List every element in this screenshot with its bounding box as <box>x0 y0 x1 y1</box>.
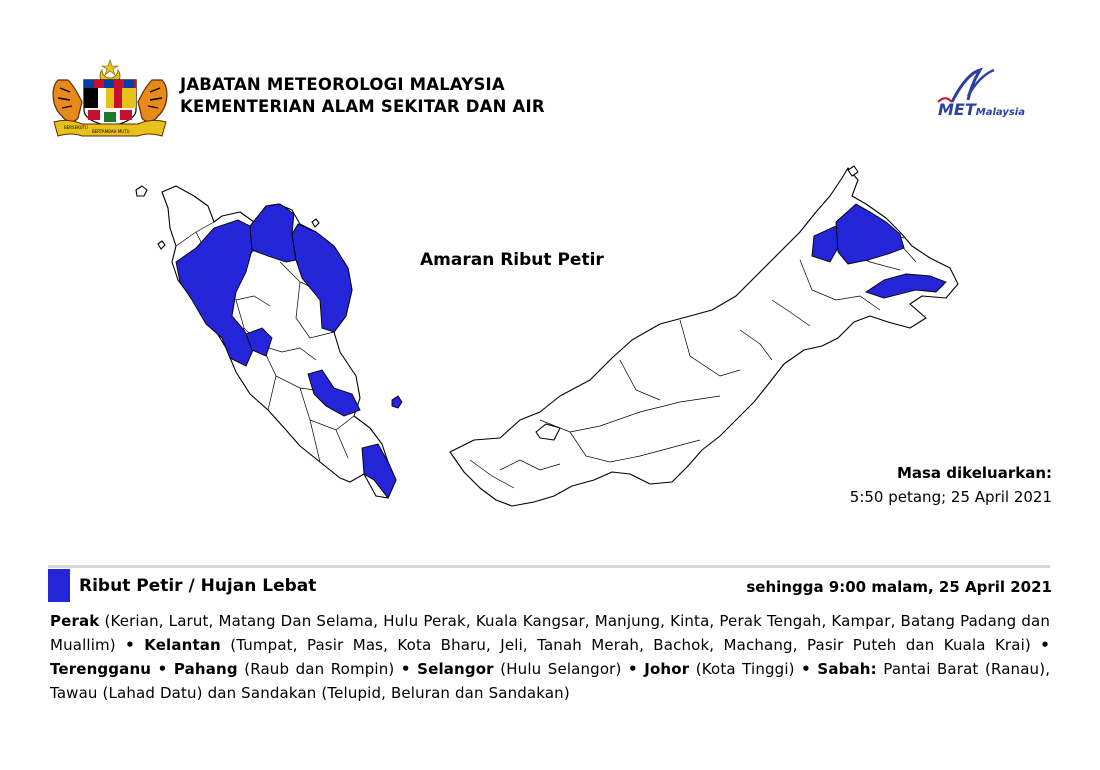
state-name: Johor <box>644 660 690 678</box>
warning-legend-swatch <box>48 569 70 602</box>
issued-value: 5:50 petang; 25 April 2021 <box>849 488 1052 506</box>
warning-area-pahang-raub <box>392 396 402 408</box>
met-logo-text: MET <box>938 100 976 119</box>
state-name: Kelantan <box>144 636 221 654</box>
district-list: (Hulu Selangor) <box>500 660 622 678</box>
state-name: Sabah: <box>817 660 877 678</box>
separator-bullet: • <box>157 660 168 678</box>
crest-motto-text: BERSEKUTU <box>64 125 88 130</box>
district-list: (Kota Tinggi) <box>695 660 795 678</box>
state-name: Perak <box>50 612 100 630</box>
island <box>158 241 165 249</box>
state-name: Pahang <box>173 660 238 678</box>
district-list: (Raub dan Rompin) <box>244 660 395 678</box>
district-list: (Tumpat, Pasir Mas, Kota Bharu, Jeli, Tanah Merah, Bachok, Machang, Pasir Puteh dan Kuala Krai) <box>230 636 1031 654</box>
agency-line-1: JABATAN METEOROLOGI MALAYSIA <box>180 75 505 94</box>
east-malaysia <box>450 168 958 506</box>
map-title: Amaran Ribut Petir <box>420 250 604 270</box>
separator-bullet: • <box>400 660 411 678</box>
separator-bullet: • <box>125 636 135 654</box>
district-list: Pantai Barat (Ranau), Tawau (Lahad Datu) dan Sandakan (Telupid, Beluran dan Sandakan) <box>50 660 1051 702</box>
agency-line-2: KEMENTERIAN ALAM SEKITAR DAN AIR <box>180 97 545 116</box>
affected-areas-text <box>50 609 1050 705</box>
separator-bullet: • <box>801 660 811 678</box>
state-name: Terengganu <box>50 660 152 678</box>
crest-motto-text: BERTAMBAH MUTU <box>92 129 130 134</box>
warning-valid-until: sehingga 9:00 malam, 25 April 2021 <box>746 578 1052 596</box>
issued-label: Masa dikeluarkan: <box>896 464 1052 482</box>
separator-bullet: • <box>1040 636 1050 654</box>
met-logo-subtext: Malaysia <box>975 107 1025 118</box>
warning-category: Ribut Petir / Hujan Lebat <box>79 576 317 596</box>
section-divider <box>48 565 1050 568</box>
island <box>136 186 147 196</box>
state-name: Selangor <box>417 660 494 678</box>
district-list: (Kerian, Larut, Matang Dan Selama, Hulu Perak, Kuala Kangsar, Manjung, Kinta, Perak Tengah, Kampar, Batang Padang dan Muallim) <box>50 612 1050 654</box>
issued-time-block <box>850 461 1052 509</box>
separator-bullet: • <box>627 660 638 678</box>
island <box>312 219 319 227</box>
